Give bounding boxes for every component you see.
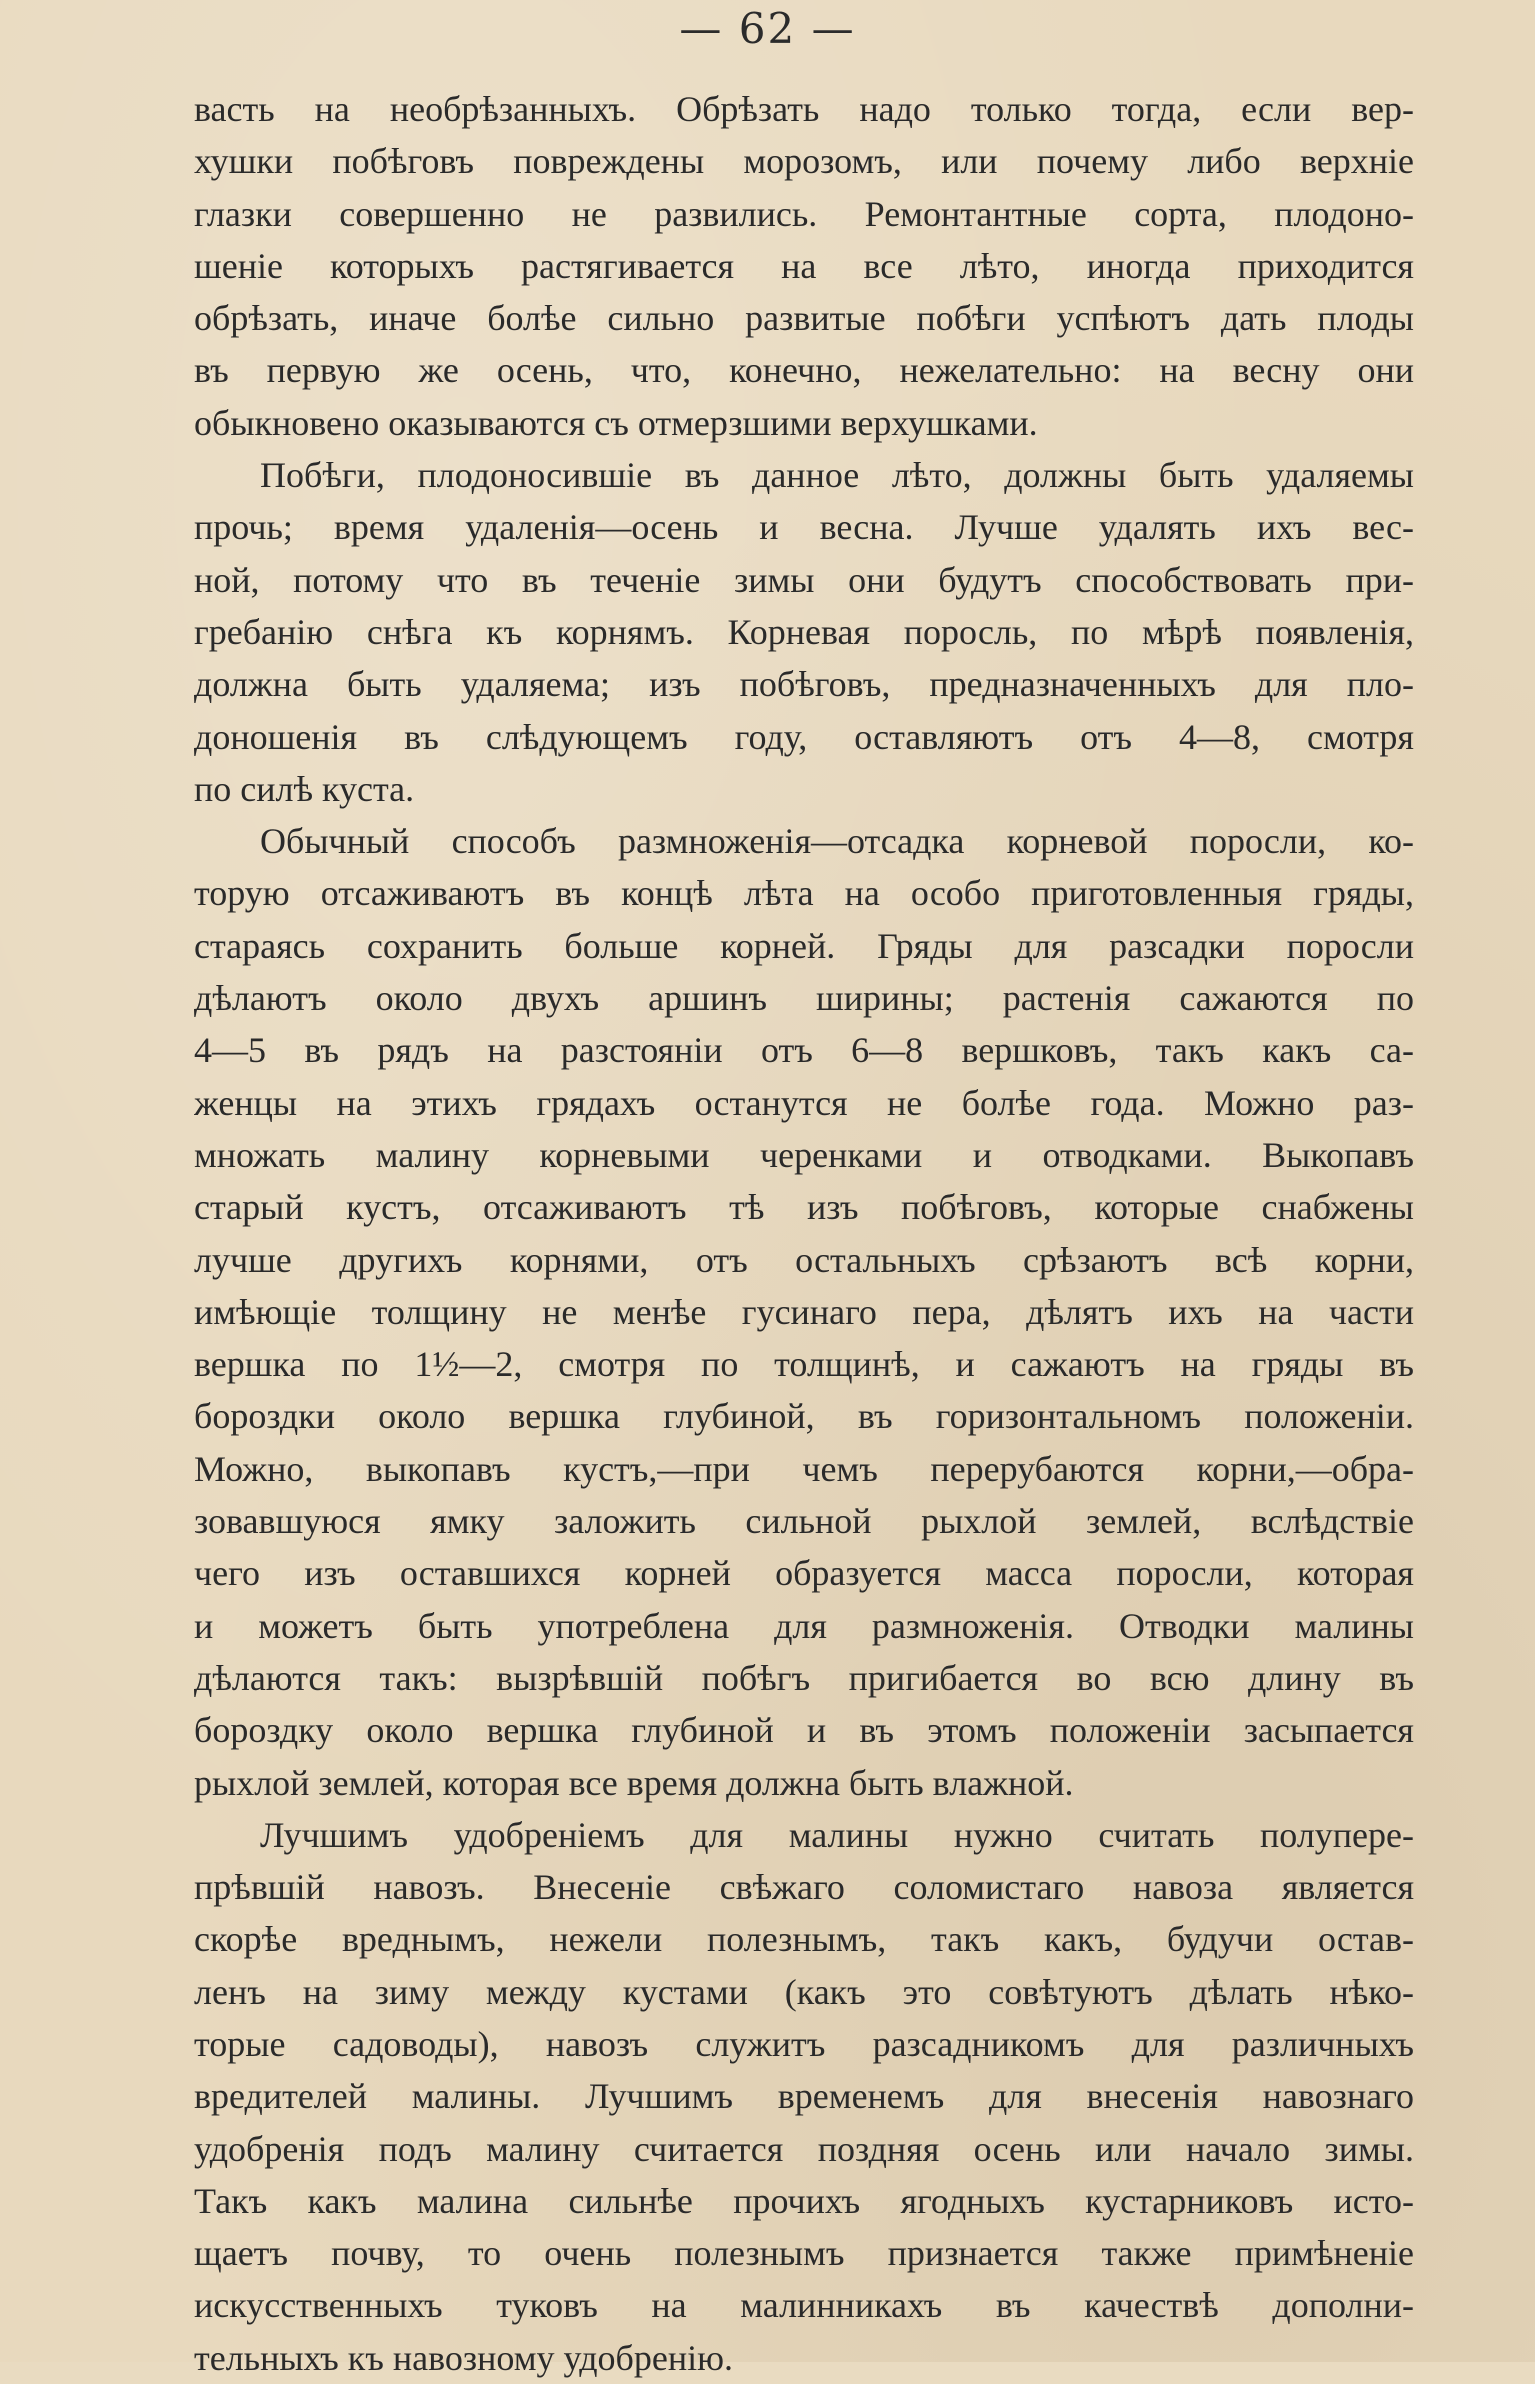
text-line: должна быть удаляема; изъ побѣговъ, предназначенныхъ для пло- (194, 664, 1414, 705)
text-line: Лучшимъ удобреніемъ для малины нужно считать полупере- (260, 1814, 1414, 1855)
text-line: ной, потому что въ теченіе зимы они будутъ способствовать при- (194, 559, 1414, 600)
text-line: бороздку около вершка глубиной и въ этомъ положеніи засыпается (194, 1710, 1414, 1751)
text-line: Такъ какъ малина сильнѣе прочихъ ягодныхъ кустарниковъ исто- (194, 2180, 1414, 2221)
text-line: щаетъ почву, то очень полезнымъ признается также примѣненіе (194, 2233, 1414, 2274)
paragraph-2 (194, 449, 1414, 815)
text-block (194, 83, 1414, 2384)
text-line: дѣлаются такъ: вызрѣвшій побѣгъ пригибается во всю длину въ (194, 1657, 1414, 1698)
text-line: женцы на этихъ грядахъ останутся не болѣе года. Можно раз- (194, 1082, 1414, 1123)
text-line: прочь; время удаленія—осень и весна. Лучше удалять ихъ вес- (194, 507, 1414, 548)
text-line: обыкновено оказываются съ отмерзшими верхушками. (194, 402, 1038, 443)
text-line: дѣлаютъ около двухъ аршинъ ширины; растенія сажаются по (194, 978, 1414, 1019)
text-line: и можетъ быть употреблена для размноженія. Отводки малины (194, 1605, 1414, 1646)
text-line: васть на необрѣзанныхъ. Обрѣзать надо только тогда, если вер- (194, 89, 1414, 129)
text-line: зовавшуюся ямку заложить сильной рыхлой землей, вслѣдствіе (194, 1501, 1414, 1542)
text-line: глазки совершенно не развились. Ремонтантные сорта, плодоно- (194, 193, 1414, 234)
text-line: 4—5 въ рядъ на разстояніи отъ 6—8 вершковъ, такъ какъ са- (194, 1030, 1414, 1071)
text-line: шеніе которыхъ растягивается на все лѣто, иногда приходится (194, 245, 1414, 286)
text-line: прѣвшій навозъ. Внесеніе свѣжаго соломистаго навоза является (194, 1867, 1414, 1908)
text-line: ленъ на зиму между кустами (какъ это совѣтуютъ дѣлать нѣко- (194, 1971, 1414, 2012)
text-line: въ первую же осень, что, конечно, нежелательно: на весну они (194, 350, 1414, 391)
text-line: гребанію снѣга къ корнямъ. Корневая поросль, по мѣрѣ появленія, (194, 611, 1414, 652)
page-number: — 62 — (679, 4, 856, 53)
text-line: вредителей малины. Лучшимъ временемъ для внесенія навознаго (194, 2076, 1414, 2117)
text-line: торую отсаживаютъ въ концѣ лѣта на особо приготовленныя гряды, (194, 873, 1414, 914)
text-line: старый кустъ, отсаживаютъ тѣ изъ побѣговъ, которые снабжены (194, 1187, 1414, 1228)
text-line: лучше другихъ корнями, отъ остальныхъ срѣзаютъ всѣ корни, (194, 1239, 1414, 1280)
text-line: хушки побѣговъ повреждены морозомъ, или почему либо верхніе (194, 141, 1414, 182)
text-line: обрѣзать, иначе болѣе сильно развитые побѣги успѣютъ дать плоды (194, 298, 1414, 339)
text-line: рыхлой землей, которая все время должна быть влажной. (194, 1762, 1074, 1803)
paragraph-4 (194, 1809, 1414, 2384)
text-line: Можно, выкопавъ кустъ,—при чемъ перерубаются корни,—обра- (194, 1448, 1414, 1489)
text-line: удобренія подъ малину считается поздняя осень или начало зимы. (194, 2128, 1414, 2169)
text-line: бороздки около вершка глубиной, въ горизонтальномъ положеніи. (194, 1396, 1414, 1437)
text-line: доношенія въ слѣдующемъ году, оставляютъ отъ 4—8, смотря (194, 716, 1414, 757)
text-line: искусственныхъ туковъ на малинникахъ въ качествѣ дополни- (194, 2285, 1414, 2326)
paragraph-3 (194, 815, 1414, 1809)
text-line: стараясь сохранить больше корней. Гряды для разсадки поросли (194, 925, 1414, 966)
text-line: вершка по 1½—2, смотря по толщинѣ, и сажаютъ на гряды въ (194, 1344, 1414, 1385)
text-line: Побѣги, плодоносившіе въ данное лѣто, должны быть удаляемы (260, 455, 1414, 496)
text-line: Обычный способъ размноженія—отсадка корневой поросли, ко- (260, 821, 1414, 862)
text-line: множать малину корневыми черенками и отводками. Выкопавъ (194, 1134, 1414, 1175)
text-line: имѣющіе толщину не менѣе гусинаго пера, дѣлятъ ихъ на части (194, 1291, 1414, 1332)
text-line: торые садоводы), навозъ служитъ разсадникомъ для различныхъ (194, 2023, 1414, 2064)
text-line: скорѣе вреднымъ, нежели полезнымъ, такъ какъ, будучи остав- (194, 1919, 1414, 1960)
text-line: чего изъ оставшихся корней образуется масса поросли, которая (194, 1553, 1414, 1594)
paragraph-1 (194, 83, 1414, 449)
text-line: тельныхъ къ навозному удобренію. (194, 2337, 733, 2378)
text-line: по силѣ куста. (194, 768, 415, 809)
